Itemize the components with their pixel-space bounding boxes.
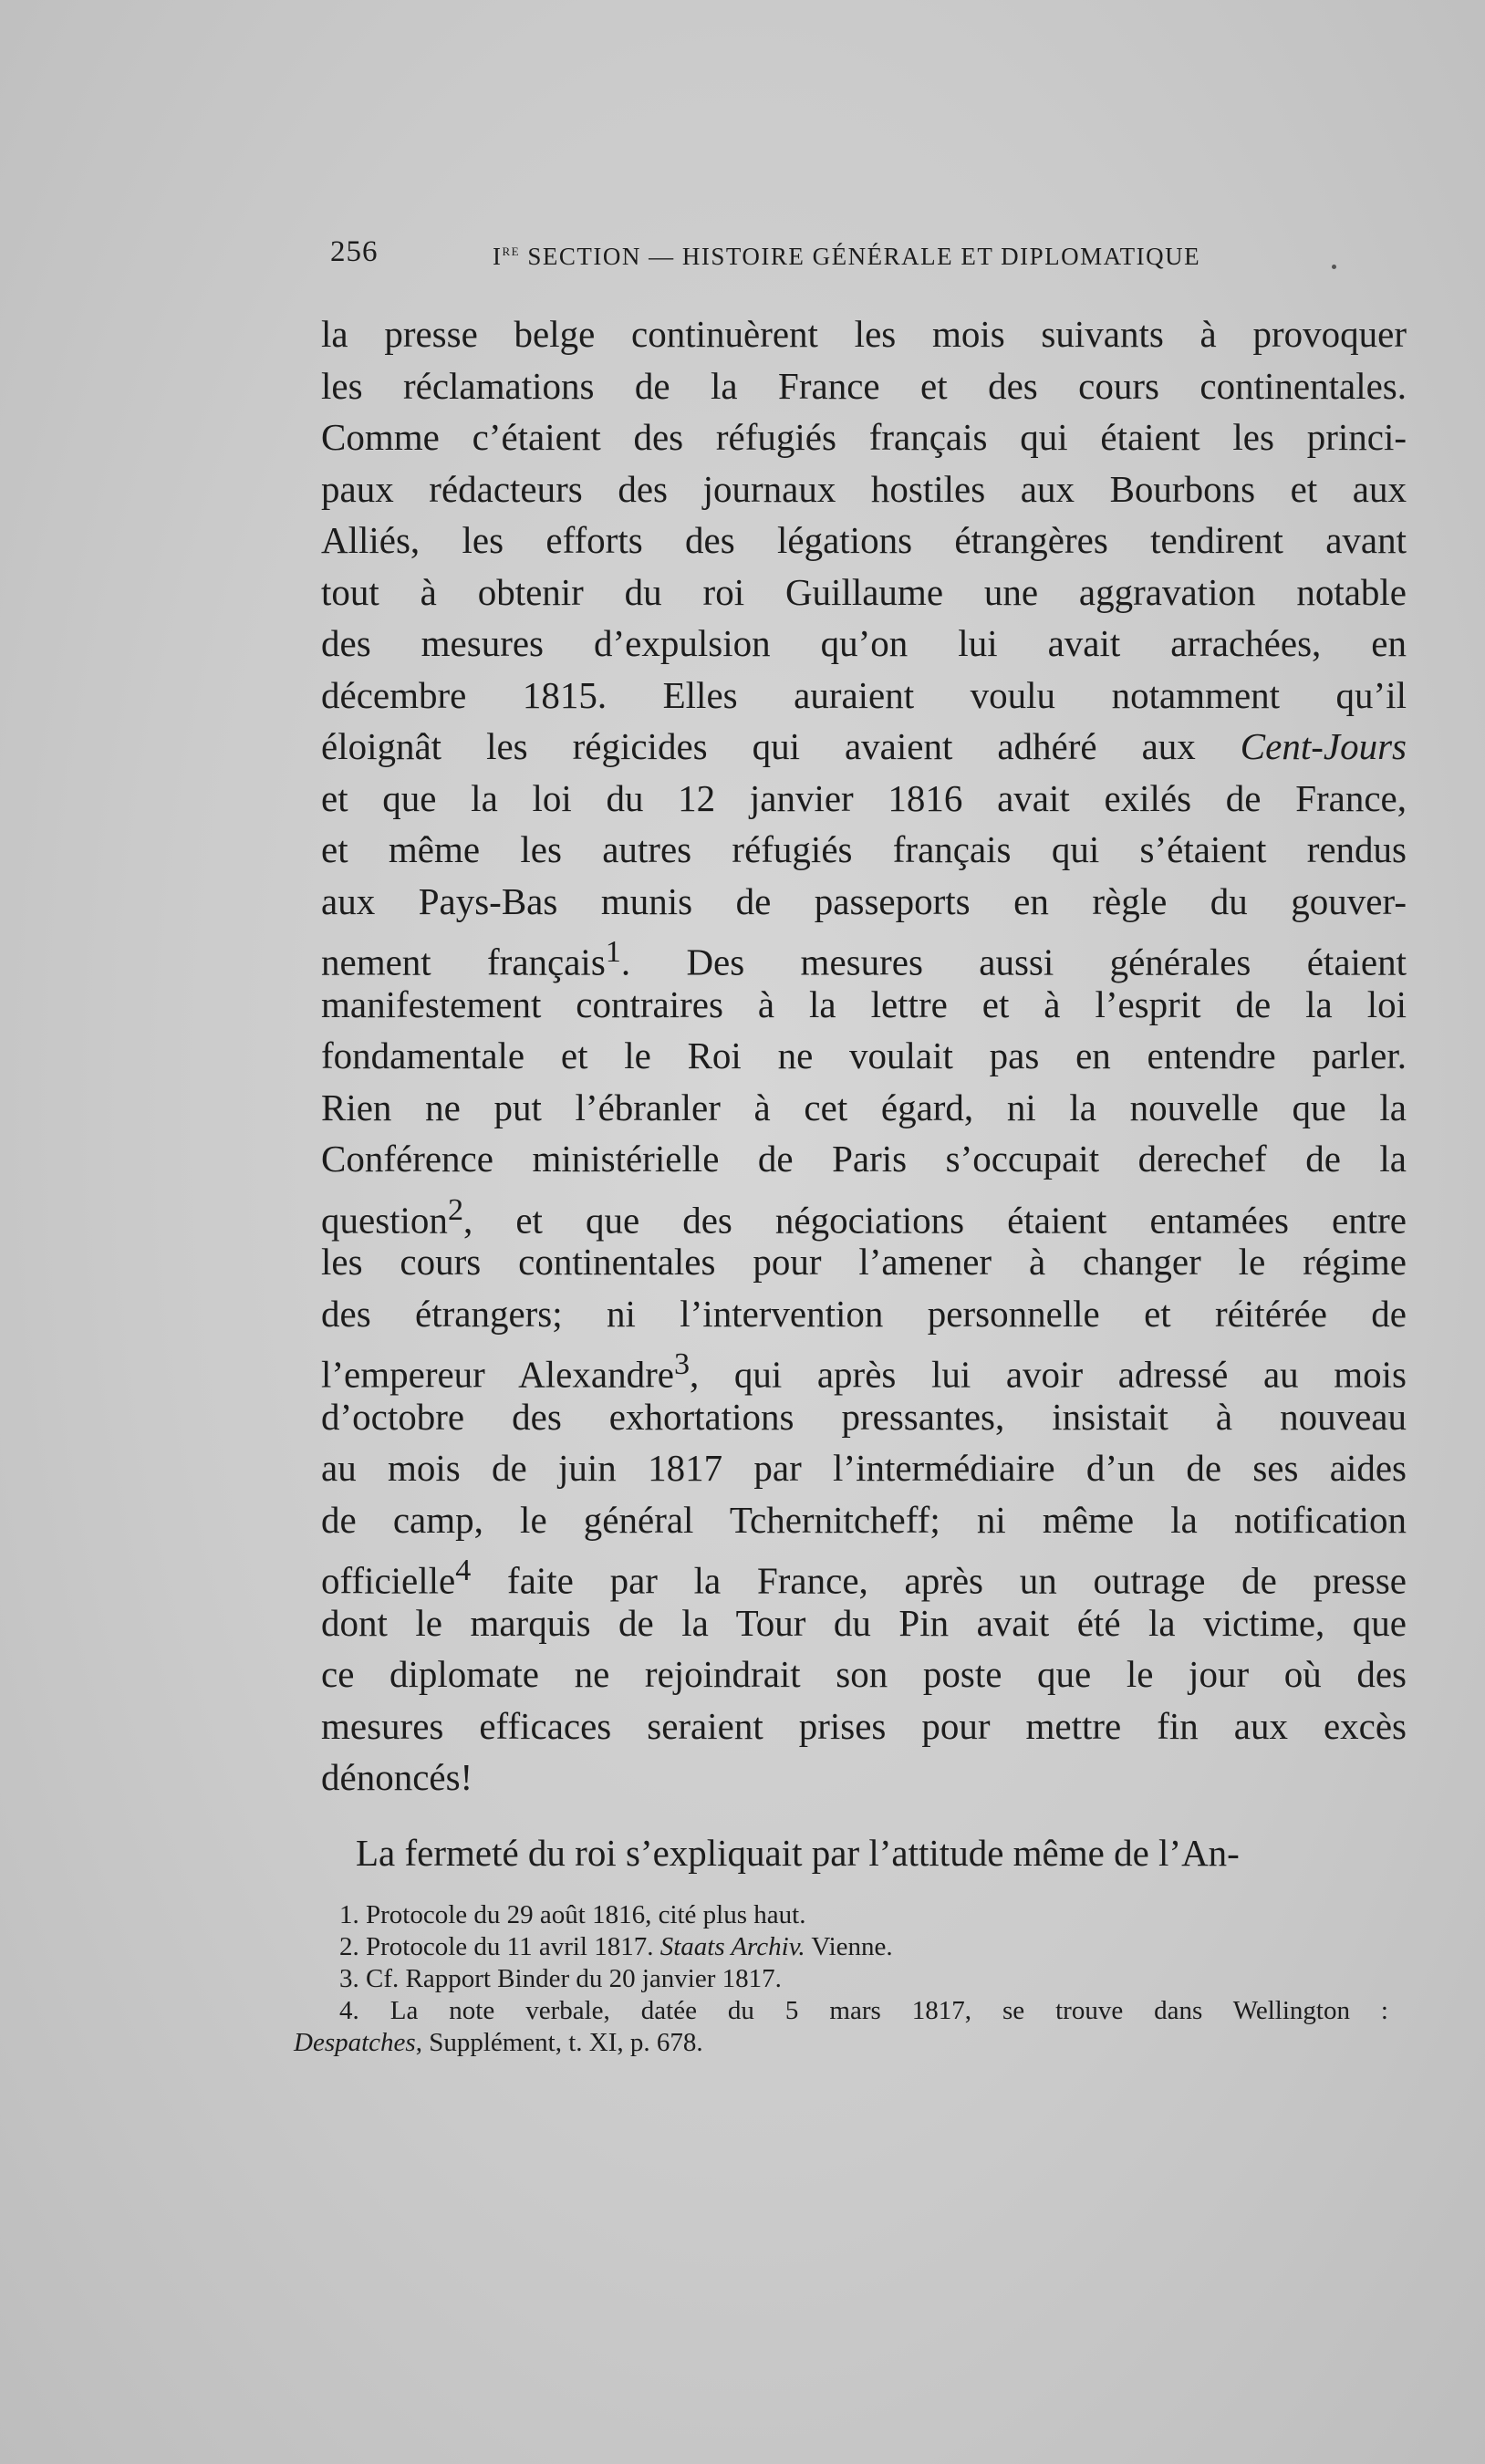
text-line: tout à obtenir du roi Guillaume une aggravation notable <box>321 570 1407 613</box>
text-line: la presse belge continuèrent les mois suivants à provoquer <box>321 313 1407 355</box>
footnote-1: 1. Protocole du 29 août 1816, cité plus haut. <box>339 1900 806 1929</box>
text-segment: , et que des négociations étaient entamées entre <box>463 1199 1407 1242</box>
text-line: Rien ne put l’ébranler à cet égard, ni la nouvelle que la <box>321 1086 1407 1128</box>
text-segment: , qui après lui avoir adressé au mois <box>690 1353 1407 1396</box>
page-number: 256 <box>330 235 379 268</box>
footnote-ref: 3 <box>673 1347 691 1381</box>
text-line: ce diplomate ne rejoindrait son poste que le jour où des <box>321 1653 1407 1695</box>
running-title <box>493 241 1200 271</box>
text-line: dont le marquis de la Tour du Pin avait été la victime, que <box>321 1601 1407 1644</box>
italic-term: Cent-Jours <box>1240 725 1407 767</box>
text-line <box>321 1339 1407 1396</box>
text-line: dénoncés! <box>321 1756 473 1798</box>
footnote-italic: Staats Archiv. <box>659 1932 805 1961</box>
text-segment: nement français <box>321 941 606 983</box>
text-line: Alliés, les efforts des légations étrangères tendirent avant <box>321 519 1407 561</box>
text-segment: l’empereur Alexandre <box>321 1353 674 1396</box>
text-line: mesures efficaces seraient prises pour mettre fin aux excès <box>321 1704 1407 1747</box>
text-segment: faite par la France, après un outrage de presse <box>471 1559 1407 1602</box>
running-header <box>330 235 1343 276</box>
text-line: les réclamations de la France et des cours continentales. <box>321 364 1407 407</box>
text-segment: question <box>321 1199 448 1242</box>
footnote-ref: 2 <box>447 1192 464 1227</box>
text-line <box>321 1185 1407 1242</box>
text-segment: officielle <box>321 1559 456 1602</box>
text-line: au mois de juin 1817 par l’intermédiaire d’un de ses aides <box>321 1447 1407 1489</box>
text-line: Conférence ministérielle de Paris s’occupait derechef de la <box>321 1138 1407 1180</box>
text-line: décembre 1815. Elles auraient voulu notamment qu’il <box>321 673 1407 716</box>
footnote-italic: Despatches <box>294 2028 416 2057</box>
text-segment: . Des mesures aussi générales étaient <box>620 941 1407 983</box>
text-line: d’octobre des exhortations pressantes, insistait à nouveau <box>321 1395 1407 1438</box>
text-line: des mesures d’expulsion qu’on lui avait arrachées, en <box>321 622 1407 664</box>
text-line: aux Pays-Bas munis de passeports en règle du gouver- <box>321 879 1407 922</box>
text-line: et même les autres réfugiés français qui s’étaient rendus <box>321 828 1407 870</box>
text-line: et que la loi du 12 janvier 1816 avait exilés de France, <box>321 776 1407 819</box>
section-sup: re <box>502 241 521 259</box>
footnote-text: , Supplément, t. XI, p. 678. <box>415 2028 703 2057</box>
text-line: paux rédacteurs des journaux hostiles aux Bourbons et aux <box>321 467 1407 510</box>
stray-mark <box>1332 265 1336 269</box>
section-prefix: I <box>493 243 503 270</box>
footnote-3: 3. Cf. Rapport Binder du 20 janvier 1817. <box>339 1964 782 1993</box>
footnote-text: Vienne. <box>805 1932 893 1961</box>
text-line: des étrangers; ni l’intervention personnelle et réitérée de <box>321 1292 1407 1335</box>
text-line: manifestement contraires à la lettre et à l’esprit de la loi <box>321 982 1407 1025</box>
main-text <box>321 308 1407 1878</box>
text-line: les cours continentales pour l’amener à changer le régime <box>321 1241 1407 1283</box>
section-rest: SECTION — HISTOIRE GÉNÉRALE ET DIPLOMATIQUE <box>520 243 1201 270</box>
text-segment: éloignât les régicides qui avaient adhéré aux <box>321 725 1241 767</box>
text-line: Comme c’étaient des réfugiés français qui étaient les princi- <box>321 416 1407 458</box>
text-line <box>321 1545 1407 1602</box>
text-line <box>321 721 1407 773</box>
footnote-2 <box>294 1931 1388 1963</box>
text-line: fondamentale et le Roi ne voulait pas en entendre parler. <box>321 1034 1407 1076</box>
footnotes <box>294 1899 1388 2059</box>
text-line <box>321 927 1407 983</box>
text-line: de camp, le général Tchernitcheff; ni même la notification <box>321 1498 1407 1541</box>
footnote-4-cont <box>294 2027 1388 2059</box>
footnote-4: 4. La note verbale, datée du 5 mars 1817, se trouve dans Wellington : <box>339 1996 1388 2025</box>
footnote-ref: 1 <box>605 935 621 969</box>
footnote-ref: 4 <box>455 1554 472 1587</box>
paragraph-start: La fermeté du roi s’expliquait par l’attitude même de l’An- <box>356 1831 1240 1874</box>
footnote-text: 2. Protocole du 11 avril 1817. <box>339 1932 660 1961</box>
